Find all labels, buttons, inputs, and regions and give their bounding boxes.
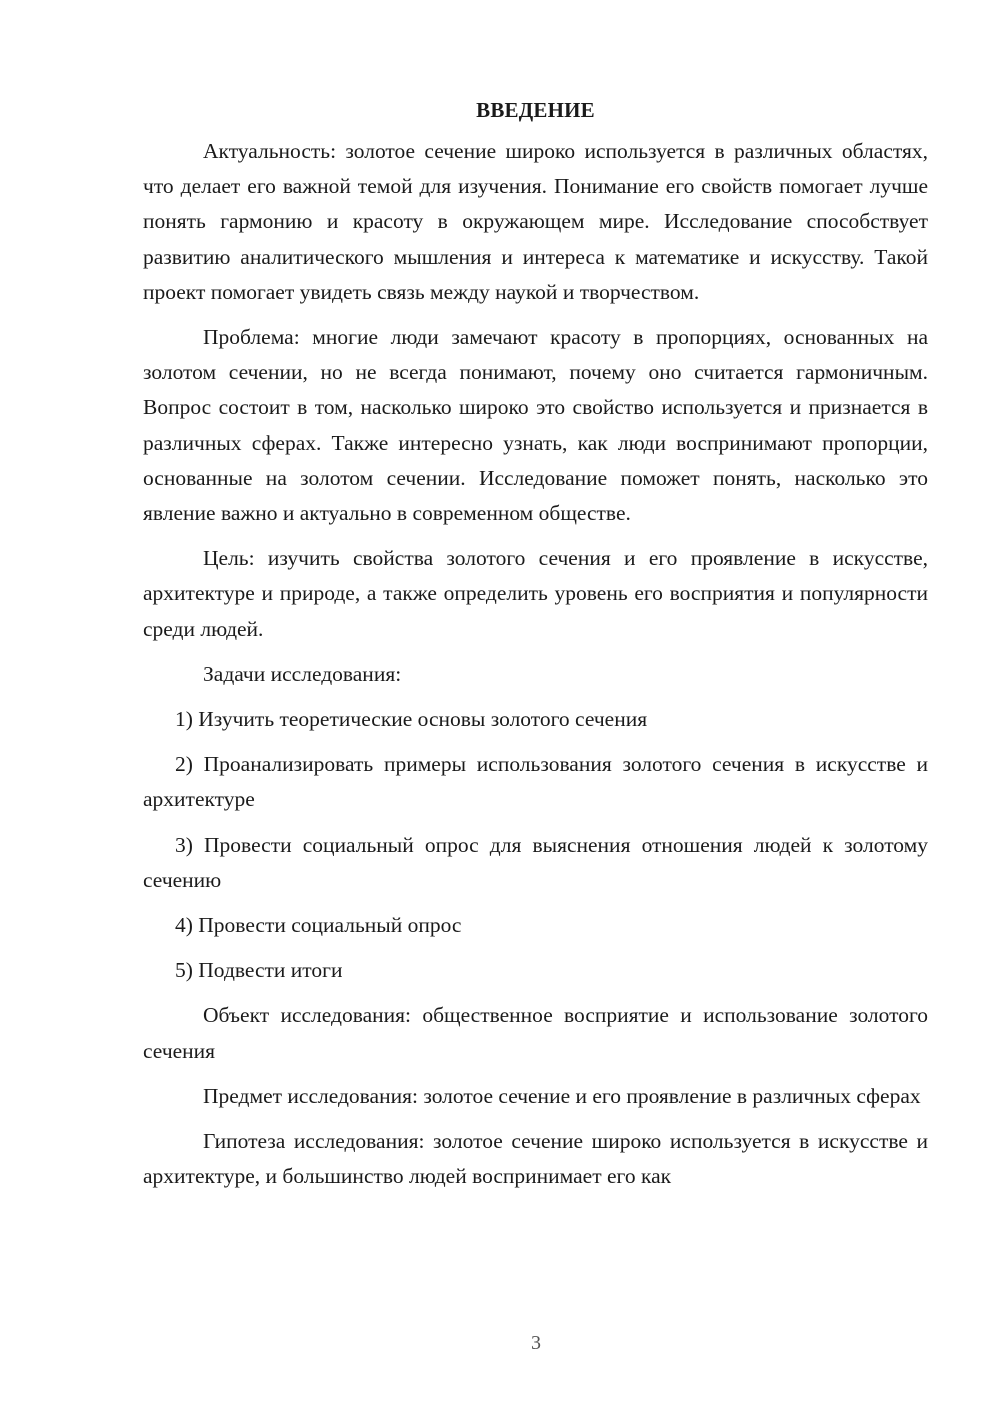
- task-item-3: 3) Провести социальный опрос для выяснения отношения людей к золотому сечению: [143, 832, 928, 892]
- paragraph-subject: Предмет исследования: золотое сечение и его проявление в различных сферах: [203, 1083, 921, 1108]
- task-item-5: 5) Подвести итоги: [175, 958, 343, 983]
- paragraph-hypothesis: Гипотеза исследования: золотое сечение широко используется в искусстве и архитектуре, и большинство людей воспринимает его как: [143, 1129, 928, 1189]
- paragraph-goal: Цель: изучить свойства золотого сечения и его проявление в искусстве, архитектуре и природе, а также определить уровень его восприятия и популярности среди людей.: [143, 546, 928, 641]
- paragraph-relevance: Актуальность: золотое сечение широко используется в различных областях, что делает его важной темой для изучения. Понимание его свойств помогает лучше понять гармонию и красоту в окружающем мире. Исследование способствует развитию аналитического мышления и интереса к математике и искусству. Такой проект помогает увидеть связь между наукой и творчеством.: [143, 139, 928, 304]
- tasks-heading: Задачи исследования:: [203, 661, 402, 686]
- task-item-1: 1) Изучить теоретические основы золотого сечения: [175, 707, 648, 732]
- section-title: ВВЕДЕНИЕ: [476, 98, 595, 122]
- paragraph-object: Объект исследования: общественное восприятие и использование золотого сечения: [143, 1003, 928, 1063]
- document-page: [143, 95, 928, 1204]
- page-number: 3: [531, 1332, 541, 1354]
- task-item-2: 2) Проанализировать примеры использования золотого сечения в искусстве и архитектуре: [143, 752, 928, 812]
- paragraph-problem: Проблема: многие люди замечают красоту в пропорциях, основанных на золотом сечении, но не всегда понимают, почему оно считается гармоничным. Вопрос состоит в том, насколько широко это свойство используется и признается в различных сферах. Также интересно узнать, как люди воспринимают пропорции, основанные на золотом сечении. Исследование поможет понять, насколько это явление важно и актуально в современном обществе.: [143, 325, 928, 526]
- task-item-4: 4) Провести социальный опрос: [175, 913, 462, 938]
